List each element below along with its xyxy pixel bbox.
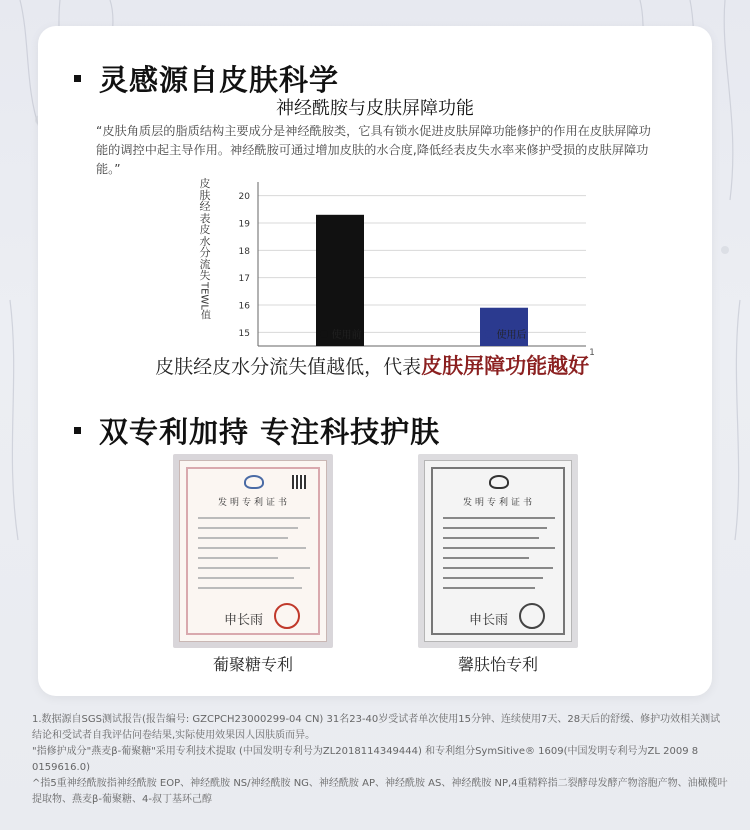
content-card — [38, 26, 712, 696]
certificate-signature: 申长雨 — [224, 613, 264, 628]
official-seal-icon — [519, 603, 545, 629]
section1-title: 灵感源自皮肤科学 — [99, 63, 340, 97]
legend-item — [320, 326, 362, 341]
patent-office-logo-icon — [244, 475, 264, 489]
y-tick-label: 19 — [238, 219, 250, 230]
patent-certificate-xinfuyi — [418, 454, 578, 648]
patent-office-logo-icon — [489, 475, 509, 489]
legend-label: 使用前 — [331, 330, 362, 341]
ylabel-char: 肤 — [199, 188, 211, 202]
science-quote: “皮肤角质层的脂质结构主要成分是神经酰胺类，它具有锁水促进皮肤屏障功能修护的作用在皮肤屏障功能的调控中起主导作用。神经酰胺可通过增加皮肤的水合度,降低经表皮失水率来修护受损的皮肤屏障功能。” — [96, 124, 651, 176]
section1-subtitle: 神经酰胺与皮肤屏障功能 — [276, 98, 474, 119]
footnotes — [32, 712, 728, 808]
conclusion-emphasis: 皮肤屏障功能越好 — [421, 354, 590, 378]
ylabel-char: 流 — [199, 257, 211, 271]
conclusion-text: 皮肤经皮水分流失值越低，代表 — [155, 356, 422, 378]
ylabel-char: 失 — [199, 269, 211, 282]
patent-certificate-glucan — [173, 454, 333, 648]
cert-label-xinfuyi: 馨肤怡专利 — [457, 655, 538, 674]
cert-label-glucan: 葡聚糖专利 — [212, 655, 293, 674]
y-tick-label: 17 — [238, 274, 250, 285]
official-seal-icon — [274, 603, 300, 629]
y-tick-label: 18 — [238, 246, 250, 257]
heading-bullet — [74, 427, 81, 434]
legend-dot-icon — [485, 330, 493, 338]
ylabel-char: 皮 — [199, 177, 211, 190]
ylabel-char: 皮 — [199, 223, 211, 236]
ylabel-char: 水 — [199, 234, 211, 248]
legend-label: 使用后 — [496, 330, 527, 341]
heading-bullet — [74, 75, 81, 82]
footnote-3: ^指5重神经酰胺指神经酰胺 EOP、神经酰胺 NS/神经酰胺 NG、神经酰胺 AP、神经酰胺 AS、神经酰胺 NP,4重精粹指二裂酵母发酵产物溶胞产物、油橄榄叶提取物、燕麦β-葡聚糖、4-叔丁基环己醇 — [32, 778, 728, 805]
legend-item — [485, 326, 527, 341]
section1-heading — [74, 58, 339, 99]
ylabel-char: 表 — [199, 211, 211, 225]
certificate-paper — [179, 460, 327, 642]
y-tick-label: 15 — [238, 328, 250, 339]
ylabel-unit: TEWL值 — [198, 281, 210, 320]
y-tick-label: 20 — [238, 192, 250, 203]
y-tick-label: 16 — [238, 301, 250, 312]
tewl-bar-chart — [198, 176, 598, 351]
certificate-signature: 申长雨 — [469, 613, 509, 628]
footnote-1: 1.数据源自SGS测试报告(报告编号: GZCPCH23000299-04 CN) 31名23-40岁受试者单次使用15分钟、连续使用7天、28天后的舒缓、修护功效相关测试结论和受试者自我评估问卷结果,实际使用效果因人因肤质而异。 — [32, 714, 721, 741]
ylabel-char: 经 — [199, 200, 211, 213]
certificate-title: 发明专利证书 — [217, 498, 290, 508]
conclusion-footnote-ref: 1 — [589, 348, 595, 358]
footnote-2: "指修护成分"燕麦β-葡聚糖"采用专利技术提取 (中国发明专利号为ZL2018114349444) 和专利组分SymSitive® 1609(中国发明专利号为ZL 2009 8 0159616.0) — [32, 746, 699, 773]
chart-conclusion — [38, 350, 712, 380]
section2-title: 双专利加持 专注科技护肤 — [99, 415, 441, 449]
certificate-paper — [424, 460, 572, 642]
ylabel-char: 分 — [199, 246, 211, 259]
section2-heading — [74, 410, 440, 451]
qr-code-icon — [292, 475, 306, 489]
chart-legend — [258, 326, 588, 341]
legend-dot-icon — [320, 330, 328, 338]
certificate-title: 发明专利证书 — [462, 498, 535, 508]
